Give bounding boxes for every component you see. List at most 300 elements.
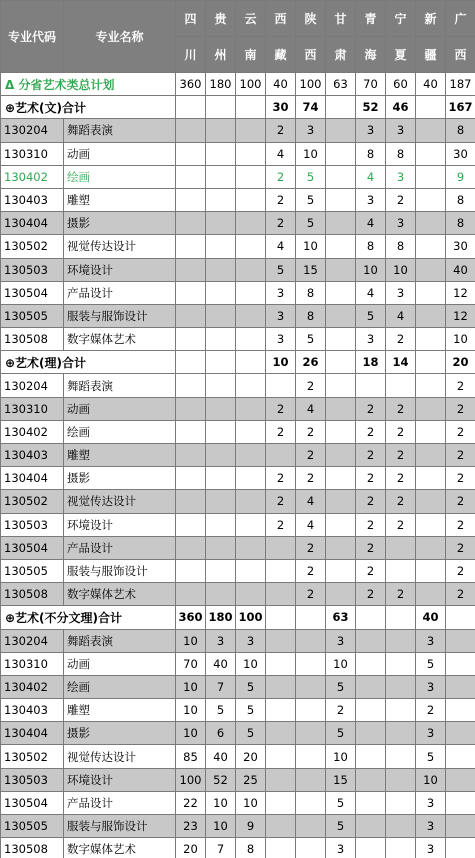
quota-cell: 3 [326,629,356,652]
quota-cell: 2 [356,420,386,443]
quota-cell: 3 [416,838,446,858]
quota-cell [326,374,356,397]
table-row [1,444,475,467]
quota-cell [416,559,446,582]
major-code: 130508 [1,328,64,351]
quota-cell: 180 [206,606,236,629]
quota-cell: 5 [326,815,356,838]
quota-cell [206,490,236,513]
quota-cell: 2 [356,490,386,513]
quota-cell: 12 [446,281,475,304]
table-row [1,165,475,188]
major-name: 摄影 [64,722,176,745]
quota-cell: 100 [236,73,266,96]
quota-cell [446,606,475,629]
quota-cell [356,699,386,722]
quota-cell: 2 [446,583,475,606]
quota-cell: 3 [386,165,416,188]
quota-cell [296,675,326,698]
major-name: 服装与服饰设计 [64,815,176,838]
quota-cell: 3 [416,629,446,652]
province-header-top: 广 [446,1,475,37]
quota-cell [296,815,326,838]
major-name: 服装与服饰设计 [64,304,176,327]
quota-cell [236,444,266,467]
quota-cell [386,652,416,675]
quota-cell: 2 [266,165,296,188]
major-name: 视觉传达设计 [64,490,176,513]
quota-cell [416,328,446,351]
quota-cell [266,722,296,745]
province-header-top: 贵 [206,1,236,37]
quota-cell: 2 [296,583,326,606]
quota-cell [236,328,266,351]
table-row [1,258,475,281]
subtotal-row [1,96,475,119]
quota-cell: 2 [386,328,416,351]
table-row [1,815,475,838]
major-code: 130310 [1,652,64,675]
quota-cell [266,745,296,768]
table-row [1,722,475,745]
quota-cell: 74 [296,96,326,119]
quota-cell [416,420,446,443]
quota-cell [446,838,475,858]
quota-cell: 2 [446,467,475,490]
quota-cell: 2 [446,397,475,420]
major-code: 130310 [1,397,64,420]
quota-cell [266,374,296,397]
quota-cell [356,745,386,768]
major-name: 舞蹈表演 [64,374,176,397]
table-row [1,559,475,582]
quota-cell [236,188,266,211]
quota-cell [446,791,475,814]
quota-cell: 5 [326,722,356,745]
quota-cell [386,815,416,838]
quota-cell [386,699,416,722]
quota-cell [236,513,266,536]
major-code: 130403 [1,188,64,211]
quota-cell: 3 [356,188,386,211]
major-code: 130504 [1,791,64,814]
province-header-bottom: 肃 [326,37,356,73]
quota-cell: 2 [446,420,475,443]
quota-cell: 12 [446,304,475,327]
quota-cell: 2 [296,420,326,443]
quota-cell: 2 [386,420,416,443]
quota-cell: 5 [266,258,296,281]
quota-cell: 40 [446,258,475,281]
quota-cell: 5 [416,745,446,768]
quota-cell: 2 [386,188,416,211]
major-name: 动画 [64,397,176,420]
quota-cell [176,328,206,351]
quota-cell [326,212,356,235]
quota-cell [386,745,416,768]
quota-cell [326,444,356,467]
quota-cell: 30 [446,142,475,165]
quota-cell [416,235,446,258]
quota-cell [356,768,386,791]
major-code: 130404 [1,212,64,235]
table-row [1,513,475,536]
quota-cell: 2 [446,374,475,397]
quota-cell: 8 [386,235,416,258]
quota-cell [176,467,206,490]
quota-cell: 10 [356,258,386,281]
quota-cell [206,513,236,536]
quota-cell [236,212,266,235]
quota-cell [386,791,416,814]
quota-cell: 3 [356,328,386,351]
quota-cell: 2 [446,513,475,536]
table-body [1,73,475,858]
quota-cell: 2 [446,490,475,513]
quota-cell: 10 [236,652,266,675]
quota-cell: 2 [266,119,296,142]
quota-cell: 5 [416,652,446,675]
quota-cell: 187 [446,73,475,96]
quota-cell [386,629,416,652]
quota-cell: 2 [446,559,475,582]
quota-cell: 22 [176,791,206,814]
quota-cell [236,258,266,281]
table-row [1,629,475,652]
quota-cell [236,397,266,420]
quota-cell: 5 [356,304,386,327]
quota-cell [356,838,386,858]
quota-cell [386,675,416,698]
quota-cell [236,304,266,327]
quota-cell: 2 [386,583,416,606]
table-row [1,838,475,858]
quota-cell [326,467,356,490]
quota-cell [386,838,416,858]
major-name: 产品设计 [64,281,176,304]
quota-cell [176,397,206,420]
major-code: 130204 [1,374,64,397]
quota-cell [206,536,236,559]
quota-cell [356,652,386,675]
quota-cell [206,165,236,188]
quota-cell [206,258,236,281]
major-code: 130402 [1,675,64,698]
subtotal-row [1,606,475,629]
quota-cell [326,119,356,142]
table-row [1,188,475,211]
quota-cell [296,629,326,652]
quota-cell: 2 [296,559,326,582]
quota-cell [206,304,236,327]
quota-cell [176,188,206,211]
quota-cell: 2 [266,212,296,235]
quota-cell: 5 [296,328,326,351]
quota-cell [206,374,236,397]
quota-cell: 40 [416,73,446,96]
quota-cell [326,559,356,582]
quota-cell [266,699,296,722]
quota-cell: 40 [416,606,446,629]
quota-cell: 2 [326,699,356,722]
quota-cell [266,444,296,467]
quota-cell: 52 [206,768,236,791]
quota-cell: 2 [386,513,416,536]
table-row [1,652,475,675]
table-row [1,791,475,814]
quota-cell: 25 [236,768,266,791]
quota-cell: 23 [176,815,206,838]
table-row [1,583,475,606]
quota-cell: 5 [326,675,356,698]
quota-cell [236,281,266,304]
quota-cell [266,606,296,629]
quota-cell: 10 [416,768,446,791]
province-header-top: 青 [356,1,386,37]
table-row [1,235,475,258]
major-code: 130502 [1,235,64,258]
quota-cell: 40 [206,652,236,675]
quota-cell [356,815,386,838]
quota-cell: 3 [266,304,296,327]
major-code: 130503 [1,258,64,281]
table-row [1,374,475,397]
quota-cell: 3 [386,281,416,304]
quota-cell: 20 [176,838,206,858]
quota-cell [176,583,206,606]
quota-cell [416,536,446,559]
table-header [1,1,475,73]
major-code: 130505 [1,559,64,582]
quota-cell: 26 [296,351,326,374]
quota-cell [296,745,326,768]
quota-cell: 2 [266,513,296,536]
major-name: 视觉传达设计 [64,745,176,768]
quota-cell [326,513,356,536]
quota-cell: 10 [326,745,356,768]
major-name: 产品设计 [64,536,176,559]
quota-cell [356,675,386,698]
quota-cell: 46 [386,96,416,119]
quota-cell: 3 [386,212,416,235]
table-row [1,768,475,791]
quota-cell: 20 [236,745,266,768]
column-header-code: 专业代码 [1,1,64,73]
row-label: ⊕艺术(理)合计 [1,351,176,374]
quota-cell [206,142,236,165]
quota-cell [206,328,236,351]
quota-cell: 2 [446,444,475,467]
major-name: 数字媒体艺术 [64,328,176,351]
quota-cell: 8 [446,188,475,211]
quota-cell [266,675,296,698]
quota-cell [236,374,266,397]
quota-cell: 4 [266,235,296,258]
quota-cell [446,722,475,745]
quota-cell: 60 [386,73,416,96]
major-code: 130403 [1,699,64,722]
quota-cell: 10 [296,142,326,165]
quota-cell [176,119,206,142]
major-code: 130503 [1,513,64,536]
province-header-bottom: 西 [296,37,326,73]
quota-cell [326,397,356,420]
quota-cell: 2 [266,420,296,443]
quota-cell [326,351,356,374]
major-name: 绘画 [64,165,176,188]
province-header-top: 宁 [386,1,416,37]
quota-cell [176,374,206,397]
quota-cell: 63 [326,606,356,629]
quota-cell [446,652,475,675]
quota-cell [356,722,386,745]
quota-cell: 10 [206,791,236,814]
quota-cell: 3 [266,281,296,304]
quota-cell [416,142,446,165]
quota-cell [206,281,236,304]
quota-cell: 2 [296,444,326,467]
major-code: 130504 [1,536,64,559]
quota-cell: 8 [296,281,326,304]
row-label: Δ 分省艺术类总计划 [1,73,176,96]
major-name: 产品设计 [64,791,176,814]
quota-cell [416,96,446,119]
major-name: 舞蹈表演 [64,119,176,142]
table-row [1,119,475,142]
quota-cell [176,351,206,374]
quota-cell [416,397,446,420]
quota-cell: 4 [296,397,326,420]
table-row [1,397,475,420]
quota-cell [386,559,416,582]
quota-cell [176,304,206,327]
quota-cell: 2 [356,444,386,467]
quota-cell: 2 [356,513,386,536]
quota-cell [266,791,296,814]
quota-cell [296,652,326,675]
quota-cell [296,722,326,745]
column-header-name: 专业名称 [64,1,176,73]
major-name: 绘画 [64,420,176,443]
quota-cell: 3 [326,838,356,858]
quota-cell [386,374,416,397]
quota-cell: 100 [176,768,206,791]
quota-cell: 8 [356,142,386,165]
major-code: 130403 [1,444,64,467]
quota-cell: 85 [176,745,206,768]
table-row [1,490,475,513]
quota-cell: 4 [356,212,386,235]
quota-cell: 4 [266,142,296,165]
quota-cell [356,606,386,629]
quota-cell: 4 [386,304,416,327]
quota-cell [266,768,296,791]
quota-cell: 9 [236,815,266,838]
quota-cell [236,96,266,119]
quota-cell [416,467,446,490]
quota-cell: 20 [446,351,475,374]
quota-cell: 180 [206,73,236,96]
quota-cell: 15 [326,768,356,791]
quota-cell: 4 [296,513,326,536]
major-name: 摄影 [64,467,176,490]
table-row [1,212,475,235]
major-name: 摄影 [64,212,176,235]
province-header-bottom: 州 [206,37,236,73]
province-header-top: 陕 [296,1,326,37]
quota-cell [206,467,236,490]
quota-cell [236,119,266,142]
quota-cell: 9 [446,165,475,188]
quota-cell: 100 [236,606,266,629]
major-code: 130402 [1,420,64,443]
quota-cell: 7 [206,675,236,698]
major-code: 130402 [1,165,64,188]
major-name: 环境设计 [64,513,176,536]
quota-cell: 8 [386,142,416,165]
quota-cell: 2 [356,467,386,490]
quota-cell: 10 [236,791,266,814]
quota-cell [206,420,236,443]
quota-cell [326,165,356,188]
quota-cell: 5 [236,722,266,745]
quota-cell [326,96,356,119]
province-header-bottom: 南 [236,37,266,73]
quota-cell: 10 [206,815,236,838]
quota-cell: 10 [296,235,326,258]
quota-cell [446,768,475,791]
major-code: 130502 [1,745,64,768]
quota-cell [236,559,266,582]
quota-cell: 2 [386,490,416,513]
quota-cell: 4 [356,165,386,188]
major-code: 130404 [1,722,64,745]
quota-cell: 15 [296,258,326,281]
quota-cell [416,212,446,235]
quota-cell: 2 [386,397,416,420]
major-code: 130505 [1,815,64,838]
quota-cell [206,397,236,420]
table-row [1,281,475,304]
major-name: 绘画 [64,675,176,698]
quota-cell [296,791,326,814]
quota-cell [326,328,356,351]
province-header-bottom: 西 [446,37,475,73]
quota-cell [176,235,206,258]
quota-cell [416,165,446,188]
quota-cell [266,815,296,838]
table-row [1,328,475,351]
major-code: 130508 [1,838,64,858]
major-code: 130504 [1,281,64,304]
quota-cell: 2 [296,467,326,490]
quota-cell [416,374,446,397]
quota-cell [416,258,446,281]
quota-cell [206,444,236,467]
quota-cell [326,281,356,304]
quota-cell [176,513,206,536]
quota-cell: 10 [326,652,356,675]
quota-cell [326,536,356,559]
quota-cell [236,490,266,513]
quota-cell [176,490,206,513]
quota-cell: 10 [386,258,416,281]
major-name: 环境设计 [64,258,176,281]
quota-cell: 8 [446,212,475,235]
quota-cell: 3 [416,675,446,698]
quota-cell [326,490,356,513]
quota-cell [296,606,326,629]
